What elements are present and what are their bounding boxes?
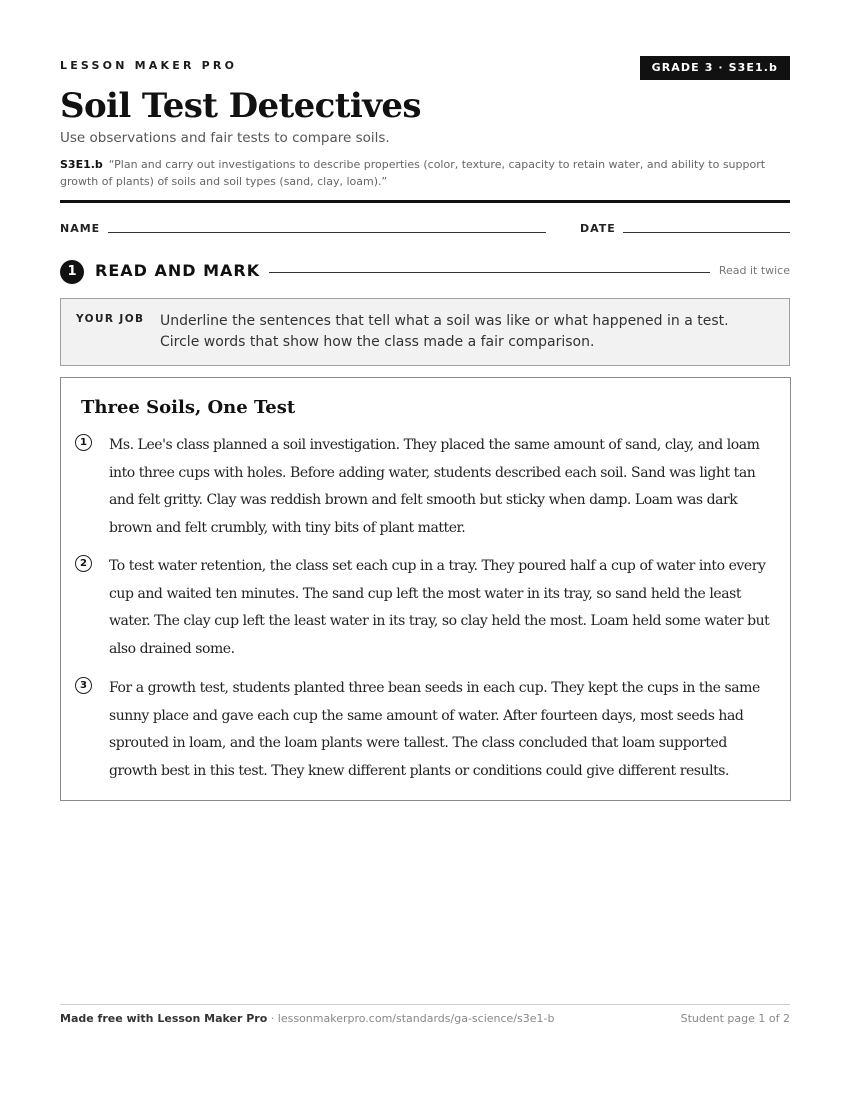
section-header <box>60 260 790 284</box>
your-job-box <box>60 298 790 366</box>
date-label: DATE <box>580 222 616 235</box>
standard-text: “Plan and carry out investigations to describe properties (color, texture, capacity to retain water, and ability to support growth of plants) of soils and soil types (sand, clay, loam).” <box>60 158 766 188</box>
footer-url[interactable]: lessonmakerpro.com/standards/ga-science/s3e1-b <box>277 1012 555 1025</box>
paragraph-number-1: 1 <box>75 434 92 451</box>
paragraph-text-2: To test water retention, the class set each cup in a tray. They poured half a cup of water into every cup and waited ten minutes. The sand cup left the most water in its tray, so sand held the least water. The clay cup left the least water in its tray, so clay held the most. Loam held some water but also drained some. <box>109 558 770 657</box>
footer-credit <box>60 1012 554 1025</box>
grade-badge: GRADE 3 · S3E1.b <box>640 56 790 80</box>
page-title: Soil Test Detectives <box>60 86 421 126</box>
section-title: READ AND MARK <box>95 261 261 280</box>
paragraph-number-3: 3 <box>75 677 92 694</box>
your-job-label: YOUR JOB <box>76 313 145 325</box>
footer-made-with: Made free with Lesson Maker Pro <box>60 1012 268 1025</box>
name-field-line[interactable] <box>108 232 546 233</box>
section-number-badge: 1 <box>60 260 84 284</box>
section-note: Read it twice <box>718 264 790 277</box>
standard-code: S3E1.b <box>60 158 103 171</box>
paragraph-number-2: 2 <box>75 555 92 572</box>
footer-separator: · <box>267 1012 278 1025</box>
page-subtitle: Use observations and fair tests to compare soils. <box>60 130 390 146</box>
reading-passage-box <box>60 377 791 801</box>
name-label: NAME <box>60 222 101 235</box>
top-bar <box>60 56 790 80</box>
header-divider <box>60 200 790 203</box>
footer-page-number: Student page 1 of 2 <box>680 1012 790 1025</box>
section-divider <box>269 272 710 273</box>
paragraph-text-3: For a growth test, students planted three bean seeds in each cup. They kept the cups in the same sunny place and gave each cup the same amount of water. After fourteen days, most seeds had sprouted in loam, and the loam plants were tallest. The class concluded that loam supported growth best in this test. They knew different plants or conditions could give different results. <box>109 680 760 779</box>
reading-title: Three Soils, One Test <box>81 397 296 418</box>
standard-statement <box>60 156 790 190</box>
date-field-line[interactable] <box>623 232 790 233</box>
footer-divider <box>60 1004 790 1005</box>
your-job-instructions: Underline the sentences that tell what a soil was like or what happened in a test. Circle words that show how the class made a fair comparison. <box>160 313 729 350</box>
paragraph-text-1: Ms. Lee's class planned a soil investigation. They placed the same amount of sand, clay, and loam into three cups with holes. Before adding water, students described each soil. Sand was light tan and felt gritty. Clay was reddish brown and felt smooth but sticky when damp. Loam was dark brown and felt crumbly, with tiny bits of plant matter. <box>109 437 760 536</box>
brand-name: LESSON MAKER PRO <box>60 59 238 72</box>
